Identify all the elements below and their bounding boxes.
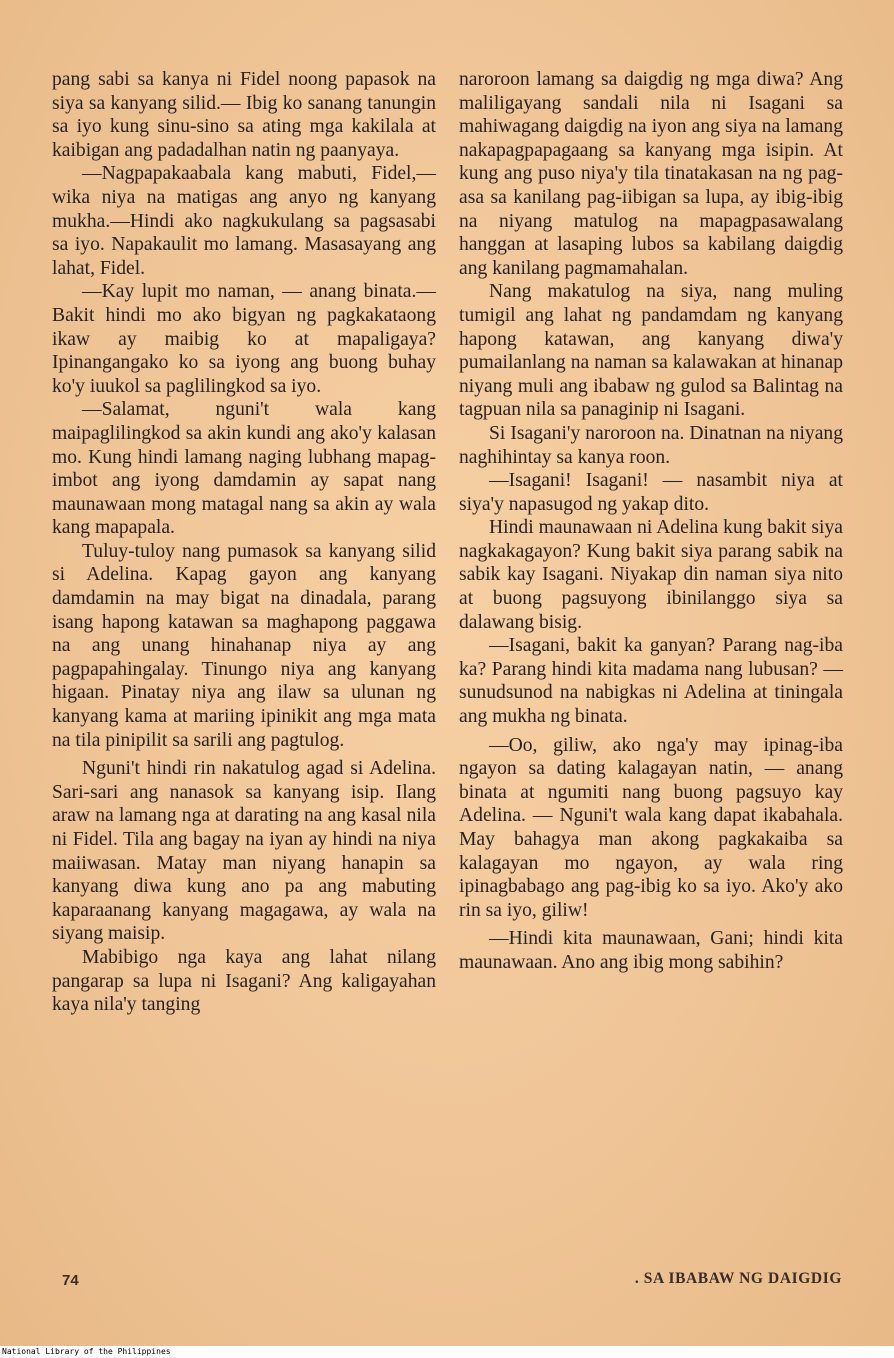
paragraph: Tuluy-tuloy nang pumasok sa kanyang silid si Adelina. Kapag gayon ang kanyang damdamin na may bigat na dinadala, parang isang hapong katawan sa maghapong paggawa na ang unang hinahanap niya ay ang pagpapahingalay. Tinungo niya ang kanyang higaan. Pinatay niya ang ilaw sa ulunan ng kanyang kama at mariing ipinikit ang mga mata na tila pinipilit sa sarili ang pagtulog. (52, 540, 436, 751)
paragraph: Si Isagani'y naroroon na. Dinatnan na niyang naghihintay sa kanya roon. (459, 422, 843, 468)
paragraph: Hindi maunawaan ni Adelina kung bakit siya nagkakagayon? Kung bakit siya parang sabik na sabik kay Isagani. Niyakap din naman siya nito at buong pagsuyong ibinilanggo siya sa dalawang bisig. (459, 517, 843, 633)
paragraph: pang sabi sa kanya ni Fidel noong papasok na siya sa kanyang silid.— Ibig ko sanang tanungin sa iyo kung sinu-sino sa ating mga kakilala at kaibigan ang padadalhan natin ng paanyaya. (52, 69, 436, 161)
paragraph: —Hindi kita maunawaan, Gani; hindi kita maunawaan. Ano ang ibig mong sabihin? (459, 928, 843, 973)
paragraph: Nang makatulog na siya, nang muling tumigil ang lahat ng pandamdam ng kanyang hapong katawan, ang kanyang diwa'y pumailanlang na naman sa kalawakan at hinanap niyang muli ang ibabaw ng gulod sa Balintag na tagpuan nila sa panaginip ni Isagani. (459, 281, 843, 421)
paragraph: naroroon lamang sa daigdig ng mga diwa? Ang maliligayang sandali nila ni Isagani sa mahiwagang daigdig na iyon ang siya na lamang nakapagpapagaang sa kanyang mga isipin. At kung ang puso niya'y tila tinatakasan na ng pag-asa sa kanilang pag-iibigan sa lupa, ay ibig-ibig na niyang matulog na mapagpasawalang hanggan at lasaping lubos sa kabilang daigdig ang kanilang pagmamahalan. (459, 69, 843, 279)
paragraph: —Nagpapakaabala kang mabuti, Fidel,—wika niya na matigas ang anyo ng kanyang mukha.—Hindi ako nagkukulang sa pagsasabi sa iyo. Napakaulit mo lamang. Masasayang ang lahat, Fidel. (52, 163, 436, 279)
page-number: 74 (62, 1272, 79, 1289)
left-column (52, 68, 436, 1017)
paragraph: Mabibigo nga kaya ang lahat nilang pangarap sa lupa ni Isagani? Ang kaligayahan kaya nila'y tanging (52, 946, 436, 1016)
right-column (459, 68, 843, 975)
archive-credit: National Library of the Philippines (0, 1346, 894, 1358)
paragraph: —Oo, giliw, ako nga'y may ipinag-iba ngayon sa dating kalagayan natin, — anang binata at ngumiti nang buong pagsuyo kay Adelina. — Nguni't wala kang dapat ikabahala. May bahagya man akong pagkakaiba sa kalagayan mo ngayon, ay wala ring ipinagbabago ang pag-ibig ko sa iyo. Ako'y ako rin sa iyo, giliw! (459, 734, 843, 921)
paragraph: Nguni't hindi rin nakatulog agad si Adelina. Sari-sari ang nanasok sa kanyang isip. Ilang araw na lamang nga at darating na ang kasal nila ni Fidel. Tila ang bagay na iyan ay hindi na niya maiiwasan. Matay man niyang hanapin sa kanyang diwa kung ano pa ang mabuting kaparaanang kanyang magagawa, ay wala na siyang maisip. (52, 758, 436, 945)
paragraph: —Kay lupit mo naman, — anang binata.—Bakit hindi mo ako bigyan ng pagkakataong ikaw ay maibig ko at mapaligaya? Ipinangangako ko sa iyong ang buong buhay ko'y iuukol sa paglilingkod sa iyo. (52, 281, 436, 397)
paragraph: —Salamat, nguni't wala kang maipaglilingkod sa akin kundi ang ako'y kalasan mo. Kung hindi lamang naging lubhang mapag-imbot ang iyong damdamin ay sapat nang maunawaan mong matagal nang sa akin ay wala kang mapapala. (52, 399, 436, 539)
running-title: . SA IBABAW NG DAIGDIG (634, 1270, 842, 1287)
paragraph: —Isagani, bakit ka ganyan? Parang nag-iba ka? Parang hindi kita madama nang lubusan? — sunudsunod na nabigkas ni Adelina at tiningala ang mukha ng binata. (459, 635, 843, 728)
paragraph: —Isagani! Isagani! — nasambit niya at siya'y napasugod ng yakap dito. (459, 470, 843, 515)
